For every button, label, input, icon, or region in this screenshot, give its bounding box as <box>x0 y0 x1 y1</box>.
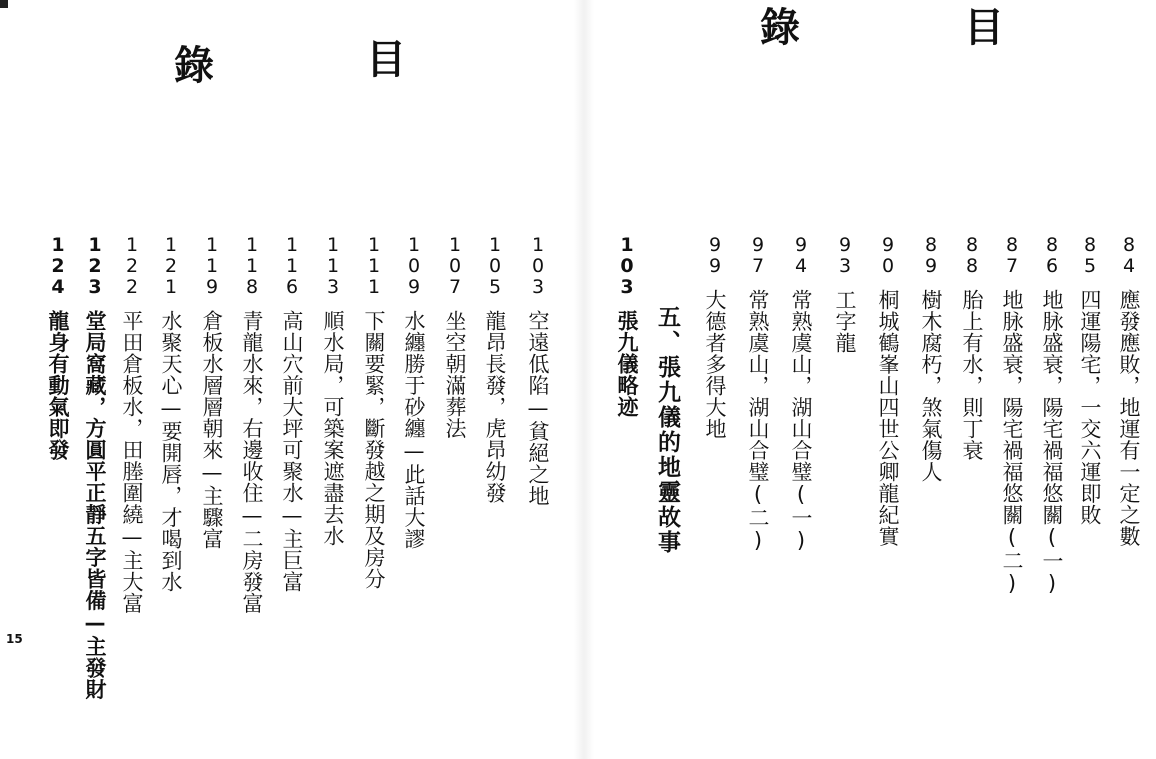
toc-title: 張九儀略迹 <box>615 310 639 418</box>
toc-page-number <box>449 235 461 298</box>
page-number-digit: 1 <box>407 234 421 256</box>
toc-page-number <box>489 235 501 298</box>
page-number-digit: 8 <box>924 234 938 256</box>
toc-entry <box>957 235 987 461</box>
toc-page-number <box>839 235 851 277</box>
toc-page-number <box>88 235 101 298</box>
page-number-digit: 3 <box>326 276 340 298</box>
toc-page-number <box>620 235 633 298</box>
left-heading-char-2: 目 <box>366 37 406 83</box>
toc-page-number <box>1046 235 1058 277</box>
page-number-digit: 1 <box>448 234 462 256</box>
toc-title: 工字龍 <box>833 289 857 354</box>
page-number-digit: 5 <box>1083 255 1097 277</box>
toc-entry <box>117 235 147 614</box>
toc-page-number <box>327 235 339 298</box>
toc-entry <box>830 235 860 354</box>
toc-entry <box>997 235 1027 596</box>
toc-entry <box>873 235 903 547</box>
toc-page-number <box>966 235 978 277</box>
page-number-digit: 2 <box>88 255 102 277</box>
toc-title: 大德者多得大地 <box>703 289 727 440</box>
toc-title: 常熟虞山，湖山合璧(一) <box>789 289 813 553</box>
page-number-digit: 8 <box>965 234 979 256</box>
toc-title: 坐空朝滿葬法 <box>443 310 467 439</box>
toc-entry <box>523 235 553 507</box>
toc-title: 四運陽宅，一交六運即敗 <box>1078 289 1102 526</box>
page-number-digit: 1 <box>367 276 381 298</box>
page-number-digit: 1 <box>164 234 178 256</box>
page-number-digit: 1 <box>326 255 340 277</box>
toc-page-number <box>286 235 298 298</box>
toc-title: 平田倉板水，田塍圍繞—主大富 <box>120 310 144 614</box>
page-number-digit: 1 <box>125 234 139 256</box>
page-number-digit: 1 <box>205 255 219 277</box>
page-number-digit: 2 <box>125 276 139 298</box>
page-number-digit: 1 <box>285 234 299 256</box>
toc-entry <box>916 235 946 483</box>
page-number-digit: 6 <box>285 276 299 298</box>
page-number-digit: 3 <box>88 276 102 298</box>
page-number-digit: 9 <box>407 276 421 298</box>
page-number-digit: 3 <box>838 255 852 277</box>
page-number-digit: 8 <box>1005 234 1019 256</box>
page-gutter <box>574 0 594 759</box>
page-number-digit: 9 <box>708 234 722 256</box>
toc-page-number <box>1123 235 1135 277</box>
toc-title: 地脉盛衰，陽宅禍福悠關(一) <box>1040 289 1064 596</box>
toc-page-number <box>165 235 177 298</box>
toc-title: 高山穴前大坪可聚水—主巨富 <box>280 310 304 593</box>
toc-entry <box>80 235 110 700</box>
toc-title: 胎上有水，則丁衰 <box>960 289 984 461</box>
toc-entry <box>318 235 348 547</box>
page-number-digit: 9 <box>708 255 722 277</box>
left-heading-char-1: 錄 <box>174 43 214 89</box>
toc-page-number <box>532 235 544 298</box>
toc-entry <box>786 235 816 553</box>
page-number-digit: 1 <box>531 234 545 256</box>
toc-entry <box>359 235 389 590</box>
toc-entry <box>1114 235 1144 547</box>
page-number-digit: 0 <box>881 255 895 277</box>
toc-entry <box>612 235 642 418</box>
page-number-digit: 1 <box>367 255 381 277</box>
toc-entry <box>743 235 773 553</box>
page-number-digit: 3 <box>620 276 634 298</box>
corner-mark <box>0 0 8 8</box>
page-number-digit: 8 <box>965 255 979 277</box>
page-number-digit: 9 <box>924 255 938 277</box>
page-number-digit: 3 <box>531 276 545 298</box>
page-number-digit: 8 <box>1083 234 1097 256</box>
page-number-digit: 4 <box>794 255 808 277</box>
toc-title: 龍昂長發，虎昂幼發 <box>483 310 507 504</box>
page-number-digit: 0 <box>407 255 421 277</box>
page-number-digit: 9 <box>838 234 852 256</box>
right-heading-char-1: 錄 <box>760 5 800 51</box>
toc-title: 龍身有動氣即發 <box>46 310 70 461</box>
page-number-digit: 1 <box>488 234 502 256</box>
toc-page-number <box>206 235 218 298</box>
toc-title: 水聚天心—要開唇，才喝到水 <box>159 310 183 593</box>
toc-page-number <box>1006 235 1018 277</box>
toc-page-number <box>126 235 138 298</box>
page-number-digit: 9 <box>205 276 219 298</box>
page-number-digit: 7 <box>448 276 462 298</box>
toc-entry <box>156 235 186 593</box>
page-number-digit: 8 <box>1122 234 1136 256</box>
toc-title: 應發應敗，地運有一定之數 <box>1117 289 1141 547</box>
page-number-digit: 0 <box>531 255 545 277</box>
page-number-digit: 1 <box>620 234 634 256</box>
page-number-digit: 8 <box>1045 234 1059 256</box>
toc-entry <box>480 235 510 504</box>
page-number-digit: 9 <box>794 234 808 256</box>
toc-title: 桐城鶴峯山四世公卿龍紀實 <box>876 289 900 547</box>
toc-page-number <box>795 235 807 277</box>
toc-title: 倉板水層層朝來—主驟富 <box>200 310 224 550</box>
toc-page-number <box>882 235 894 277</box>
toc-title: 地脉盛衰，陽宅禍福悠關(二) <box>1000 289 1024 596</box>
page-number-digit: 9 <box>751 234 765 256</box>
toc-entry <box>399 235 429 550</box>
page-number-digit: 4 <box>1122 255 1136 277</box>
right-heading-char-2: 目 <box>964 5 1004 51</box>
page-number-digit: 2 <box>125 255 139 277</box>
page-number-digit: 7 <box>1005 255 1019 277</box>
page-number-digit: 1 <box>164 276 178 298</box>
page-number-digit: 1 <box>51 234 65 256</box>
toc-entry <box>197 235 227 550</box>
page-number-digit: 1 <box>245 234 259 256</box>
page-number-digit: 7 <box>751 255 765 277</box>
page-number-digit: 9 <box>881 234 895 256</box>
page-number-digit: 5 <box>488 276 502 298</box>
toc-entry <box>1037 235 1067 596</box>
page-folio: 15 <box>6 632 23 646</box>
toc-entry <box>440 235 470 439</box>
toc-title: 常熟虞山，湖山合璧(二) <box>746 289 770 553</box>
page-number-digit: 1 <box>245 255 259 277</box>
toc-entry <box>700 235 730 440</box>
toc-page-number <box>752 235 764 277</box>
page-number-digit: 1 <box>205 234 219 256</box>
page-number-digit: 4 <box>51 276 65 298</box>
page-number-digit: 6 <box>1045 255 1059 277</box>
page-number-digit: 8 <box>245 276 259 298</box>
toc-title: 青龍水來，右邊收住—二房發富 <box>240 310 264 614</box>
toc-title: 水纏勝于砂纏—此話大謬 <box>402 310 426 550</box>
page-number-digit: 2 <box>51 255 65 277</box>
toc-entry <box>277 235 307 593</box>
toc-entry <box>43 235 73 461</box>
toc-page-number <box>408 235 420 298</box>
toc-title: 空遠低陷—貧絕之地 <box>526 310 550 507</box>
toc-page-number <box>925 235 937 277</box>
page-number-digit: 1 <box>285 255 299 277</box>
toc-page-number <box>246 235 258 298</box>
toc-entry <box>237 235 267 614</box>
page-number-digit: 0 <box>448 255 462 277</box>
page-number-digit: 1 <box>326 234 340 256</box>
toc-page-number <box>709 235 721 277</box>
toc-title: 堂局窩藏，方圓平正靜五字皆備—主發財 <box>83 310 107 700</box>
toc-entry <box>1075 235 1105 526</box>
toc-title: 順水局，可築案遮盡去水 <box>321 310 345 547</box>
page-number-digit: 1 <box>88 234 102 256</box>
toc-title: 下關要緊，斷發越之期及房分 <box>362 310 386 590</box>
toc-page-number <box>368 235 380 298</box>
page-number-digit: 2 <box>164 255 178 277</box>
page-number-digit: 1 <box>367 234 381 256</box>
toc-title: 樹木腐朽，煞氣傷人 <box>919 289 943 483</box>
section-heading: 五、張九儀的地靈故事 <box>654 305 680 555</box>
page-number-digit: 0 <box>620 255 634 277</box>
page-number-digit: 0 <box>488 255 502 277</box>
toc-page-number <box>1084 235 1096 277</box>
toc-page-number <box>51 235 64 298</box>
